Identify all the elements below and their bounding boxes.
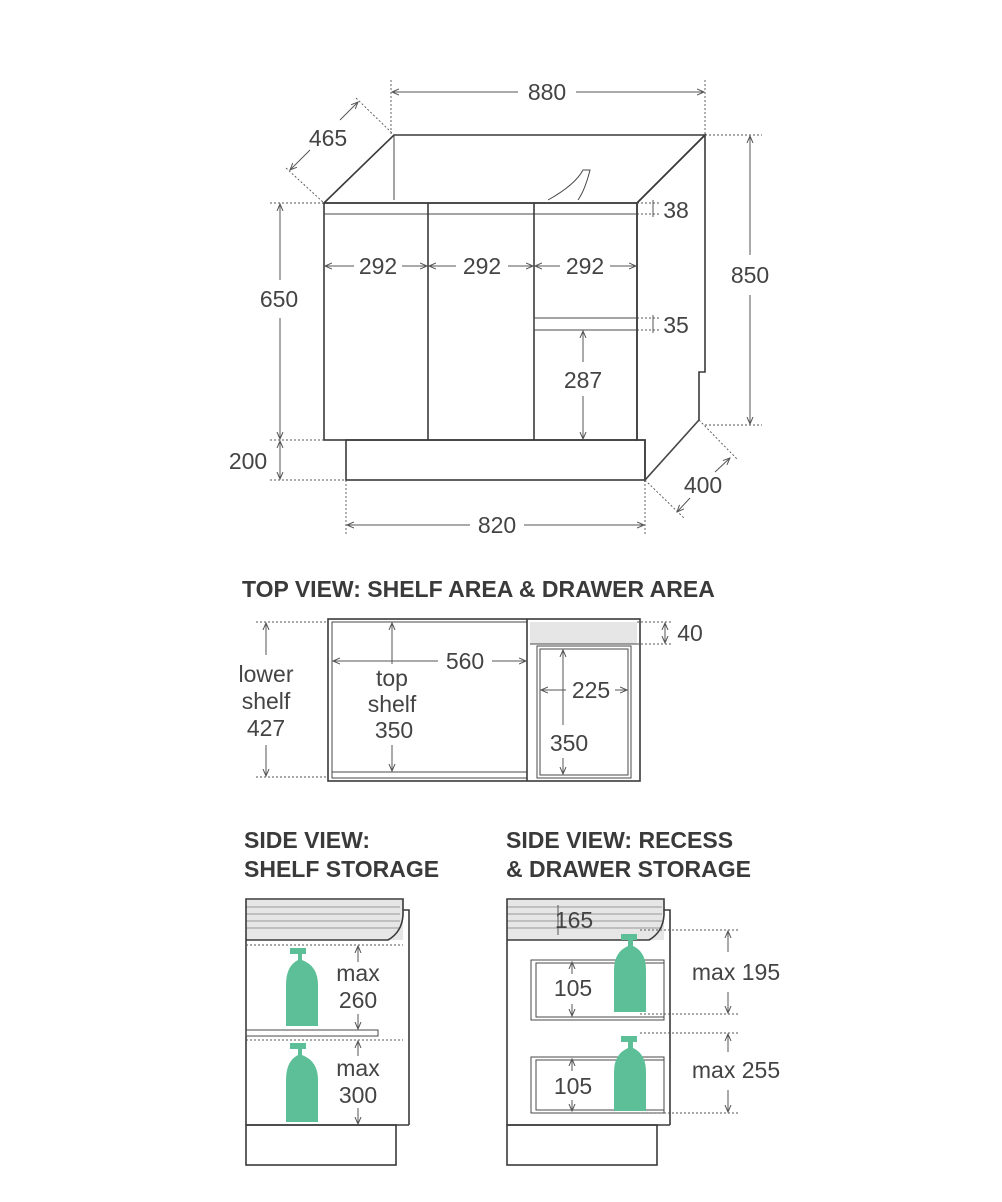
dim-top-shelf: 350 bbox=[374, 717, 414, 743]
sink-outline bbox=[548, 170, 590, 200]
side-recess-title-1: SIDE VIEW: RECESS bbox=[506, 827, 734, 853]
bottle-icon bbox=[286, 1043, 318, 1122]
dim-door-2: 292 bbox=[462, 253, 502, 279]
top-shelf-label-1: top bbox=[376, 665, 408, 691]
side-view-recess bbox=[507, 899, 780, 1165]
bottle-icon bbox=[614, 934, 646, 1012]
dim-drawer-1: 105 bbox=[553, 975, 593, 1001]
side-recess-title-2: & DRAWER STORAGE bbox=[506, 856, 751, 882]
side-shelf-title-1: SIDE VIEW: bbox=[244, 827, 371, 853]
dim-drawer-depth: 350 bbox=[549, 730, 589, 756]
dim-base-depth: 400 bbox=[683, 472, 723, 498]
dim-recess: 165 bbox=[554, 907, 594, 933]
dim-drawer-height: 287 bbox=[563, 367, 603, 393]
dim-width-top: 880 bbox=[527, 79, 567, 105]
shelf bbox=[246, 1030, 378, 1036]
lower-shelf-label-1: lower bbox=[238, 661, 294, 687]
dim-lower-max: 300 bbox=[338, 1082, 378, 1108]
dim-upper-max-recess: max 195 bbox=[691, 959, 781, 985]
cabinet-side-face bbox=[637, 135, 705, 480]
dim-shelf-width: 560 bbox=[445, 648, 485, 674]
dim-base-width: 820 bbox=[477, 512, 517, 538]
dim-height-total: 850 bbox=[730, 262, 770, 288]
side-kick bbox=[246, 1125, 396, 1165]
top-view bbox=[239, 619, 703, 781]
top-view-title: TOP VIEW: SHELF AREA & DRAWER AREA bbox=[242, 576, 715, 602]
dim-lower-max-recess: max 255 bbox=[691, 1057, 781, 1083]
dim-drawer-2: 105 bbox=[553, 1073, 593, 1099]
dim-drawer-width: 225 bbox=[571, 677, 611, 703]
dim-lower-shelf: 427 bbox=[246, 715, 286, 741]
dim-body-height: 650 bbox=[259, 286, 299, 312]
kick-base bbox=[346, 440, 645, 480]
dim-mid-rail: 35 bbox=[663, 312, 689, 338]
dim-top-rail: 38 bbox=[663, 197, 689, 223]
lower-shelf-label-2: shelf bbox=[241, 688, 291, 714]
dim-door-3: 292 bbox=[565, 253, 605, 279]
bottle-icon bbox=[286, 948, 318, 1026]
dim-kick-height: 200 bbox=[228, 448, 268, 474]
dim-depth-top: 465 bbox=[308, 125, 348, 151]
side-shelf-title-2: SHELF STORAGE bbox=[244, 856, 440, 882]
cabinet-front bbox=[324, 203, 637, 440]
dim-door-1: 292 bbox=[358, 253, 398, 279]
side-view-shelf bbox=[246, 899, 409, 1165]
front-view bbox=[229, 79, 769, 538]
top-shelf-label-2: shelf bbox=[367, 691, 417, 717]
side-kick bbox=[507, 1125, 657, 1165]
max-label-upper: max bbox=[336, 960, 380, 986]
dim-back-gap: 40 bbox=[677, 620, 703, 646]
back-recess-shade bbox=[530, 622, 637, 644]
drawer-rail bbox=[534, 318, 637, 330]
dim-upper-max: 260 bbox=[338, 987, 378, 1013]
max-label-lower: max bbox=[336, 1055, 380, 1081]
drawer-area bbox=[537, 646, 631, 778]
bottle-icon bbox=[614, 1036, 646, 1111]
